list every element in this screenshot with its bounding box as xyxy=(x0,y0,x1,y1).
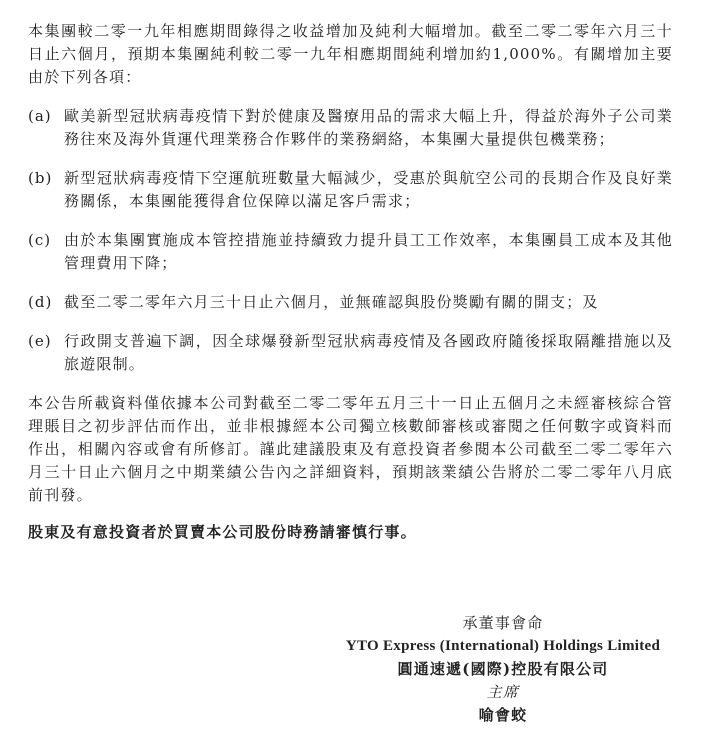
list-item xyxy=(28,291,673,314)
list-item-text: 新型冠狀病毒疫情下空運航班數量大幅減少，受惠於與航空公司的長期合作及良好業務關係，本集團能獲得倉位保障以滿足客戶需求； xyxy=(64,169,673,210)
list-item xyxy=(28,167,673,213)
list-item-label: (d) xyxy=(28,293,53,311)
caution-statement: 股東及有意投資者於買賣本公司股份時務請審慎行事。 xyxy=(28,523,417,541)
signature-block xyxy=(333,612,673,727)
list-item-label: (a) xyxy=(28,107,52,125)
list-item-text: 歐美新型冠狀病毒疫情下對於健康及醫療用品的需求大幅上升，得益於海外子公司業務往來及海外貨運代理業務合作夥伴的業務網絡，本集團大量提供包機業務； xyxy=(64,107,673,148)
signatory-title: 主席 xyxy=(486,683,520,701)
disclaimer-paragraph: 本公告所載資料僅依據本公司對截至二零二零年五月三十一日止五個月之未經審核綜合管理賬目之初步評估而作出，並非根據經本公司獨立核數師審核或審閱之任何數字或資料而作出，相關內容或會有所修訂。謹此建議股東及有意投資者參閱本公司截至二零二零年六月三十日止六個月之中期業績公告內之詳細資料，預期該業績公告將於二零二零年八月底前刊發。 xyxy=(28,394,673,504)
list-item-text: 截至二零二零年六月三十日止六個月，並無確認與股份獎勵有關的開支；及 xyxy=(64,293,599,311)
reasons-list xyxy=(28,105,673,376)
company-name-chinese: 圓通速遞(國際)控股有限公司 xyxy=(397,660,609,678)
list-item-label: (e) xyxy=(28,332,52,350)
list-item xyxy=(28,105,673,151)
list-item-label: (c) xyxy=(28,231,52,249)
intro-paragraph: 本集團較二零一九年相應期間錄得之收益增加及純利大幅增加。截至二零二零年六月三十日止六個月，預期本集團純利較二零一九年相應期間純利增加約1,000%。有關增加主要由於下列各項： xyxy=(28,22,673,86)
by-order-line: 承董事會命 xyxy=(462,614,544,632)
list-item-text: 由於本集團實施成本管控措施並持續致力提升員工工作效率，本集團員工成本及其他管理費用下降； xyxy=(64,231,673,272)
list-item xyxy=(28,330,673,376)
company-name-english: YTO Express (International) Holdings Limited xyxy=(345,638,661,654)
list-item xyxy=(28,229,673,275)
signatory-name: 喻會蛟 xyxy=(478,706,528,724)
list-item-text: 行政開支普遍下調，因全球爆發新型冠狀病毒疫情及各國政府隨後採取隔離措施以及旅遊限制。 xyxy=(64,332,673,373)
list-item-label: (b) xyxy=(28,169,53,187)
